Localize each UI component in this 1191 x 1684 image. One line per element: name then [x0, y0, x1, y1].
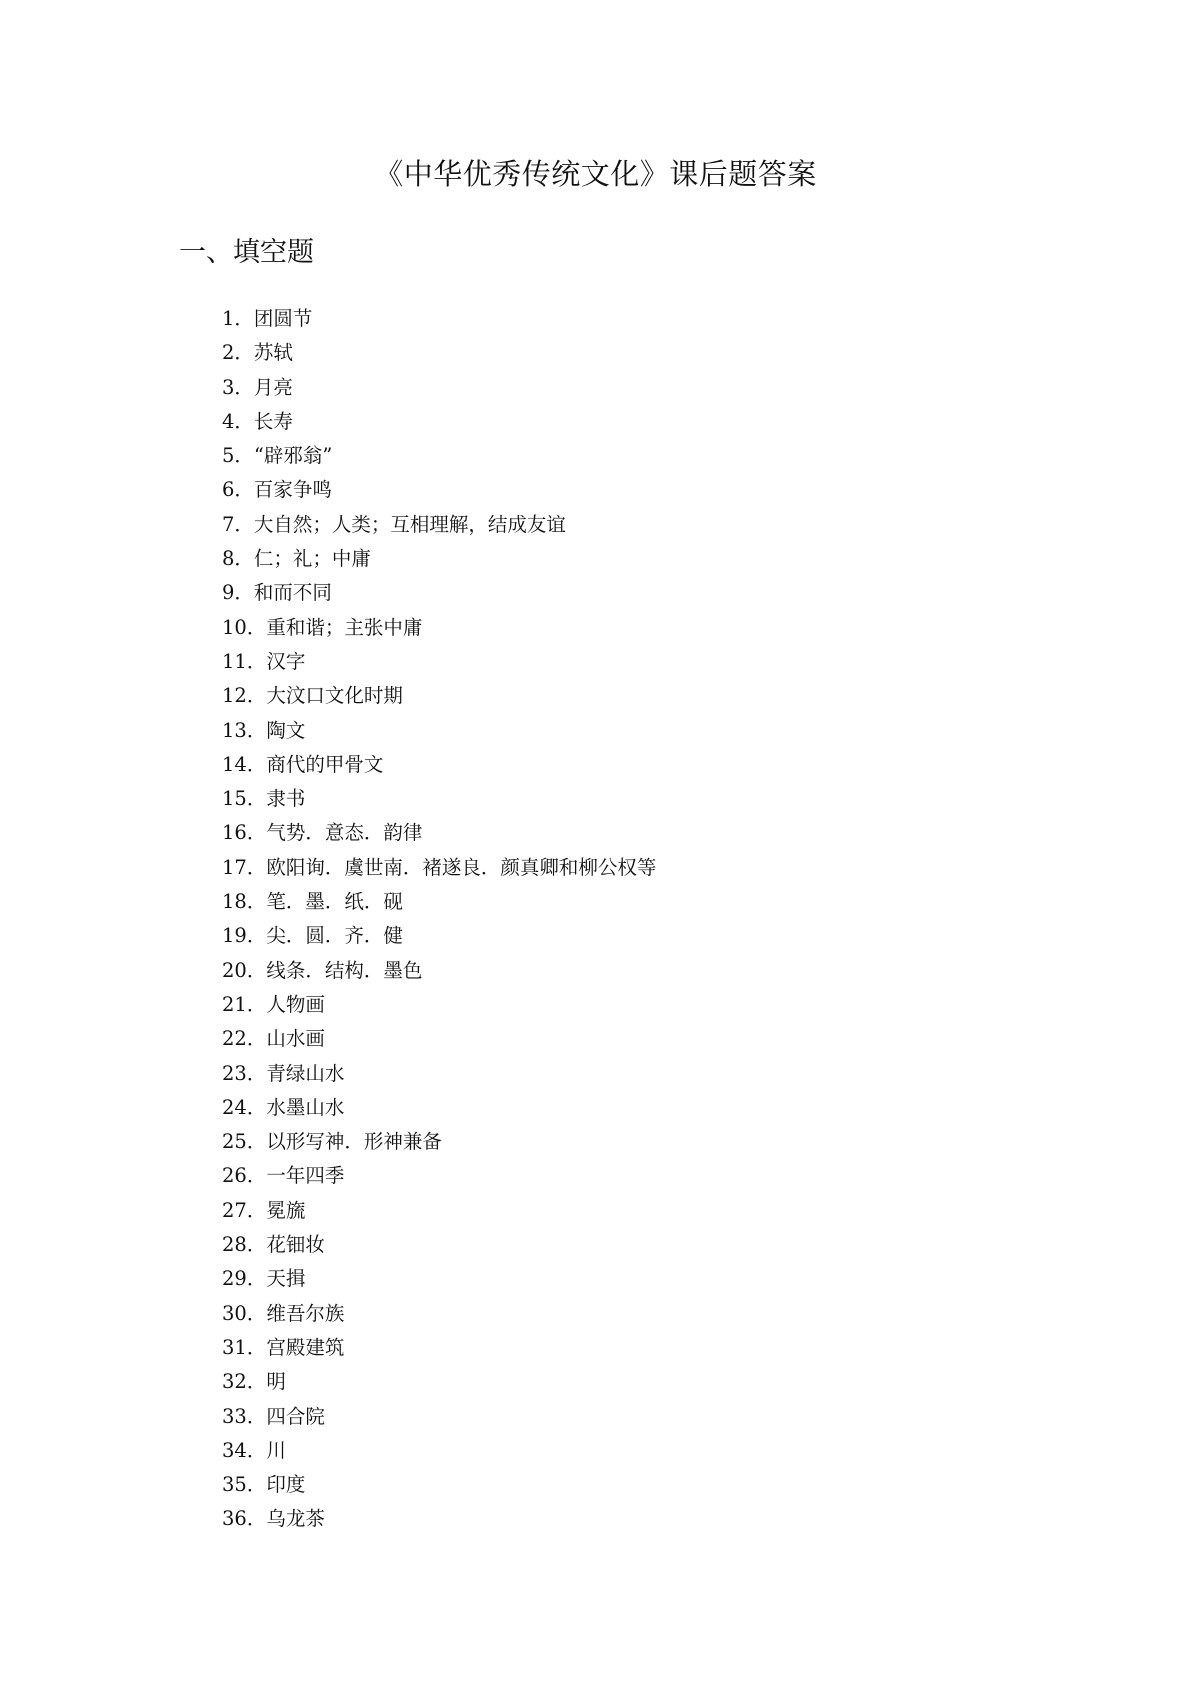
answer-text: 以形写神．形神兼备	[266, 1130, 442, 1154]
answer-text: 印度	[266, 1473, 306, 1497]
page-title: 《中华优秀传统文化》课后题答案	[374, 157, 817, 191]
list-item	[222, 1091, 656, 1125]
answer-text: 山水画	[266, 1027, 325, 1051]
answer-text: 青绿山水	[266, 1061, 345, 1085]
answer-number: 26．	[222, 1164, 267, 1188]
answer-number: 11．	[222, 649, 267, 673]
answer-text: 冕旒	[266, 1198, 306, 1222]
answer-text: 天揖	[266, 1267, 306, 1291]
answer-number: 2．	[222, 341, 254, 365]
list-item	[222, 1262, 656, 1296]
list-item	[222, 782, 656, 816]
section-heading: 一、填空题	[179, 237, 314, 268]
answer-text: 线条．结构．墨色	[266, 958, 423, 982]
list-item	[222, 542, 656, 576]
list-item	[222, 885, 656, 919]
answer-text: 人物画	[266, 992, 325, 1016]
answer-number: 36．	[222, 1507, 267, 1531]
answer-text: 气势．意态．韵律	[266, 821, 423, 845]
answer-number: 5．	[222, 444, 254, 468]
answer-text: 尖．圆．齐．健	[266, 924, 403, 948]
answer-number: 4．	[222, 409, 254, 433]
answer-text: 宫殿建筑	[266, 1335, 345, 1359]
list-item	[222, 473, 656, 507]
list-item	[222, 748, 656, 782]
answer-number: 29．	[222, 1267, 267, 1291]
list-item	[222, 405, 656, 439]
list-item	[222, 816, 656, 850]
list-item	[222, 1365, 656, 1399]
list-item	[222, 919, 656, 953]
answer-text: 百家争鸣	[253, 478, 332, 502]
answer-number: 17．	[222, 855, 267, 879]
answer-text: 苏轼	[253, 341, 293, 365]
answer-number: 28．	[222, 1233, 267, 1257]
answer-text: 长寿	[253, 409, 293, 433]
answer-text: 明	[266, 1370, 286, 1394]
list-item	[222, 679, 656, 713]
answer-text: 陶文	[266, 718, 306, 742]
answer-number: 13．	[222, 718, 267, 742]
answer-number: 14．	[222, 752, 267, 776]
answer-text: 维吾尔族	[266, 1301, 345, 1325]
answer-number: 24．	[222, 1095, 267, 1119]
answer-text: 汉字	[266, 649, 306, 673]
answer-number: 9．	[222, 581, 254, 605]
answer-text: 商代的甲骨文	[266, 752, 384, 776]
answer-text: 川	[266, 1438, 286, 1462]
answer-text: 大自然；人类；互相理解，结成友谊	[253, 512, 566, 536]
list-item	[222, 714, 656, 748]
answer-number: 27．	[222, 1198, 267, 1222]
answer-number: 18．	[222, 890, 267, 914]
answer-number: 12．	[222, 684, 267, 708]
answer-number: 15．	[222, 787, 267, 811]
answer-number: 34．	[222, 1438, 267, 1462]
answer-number: 16．	[222, 821, 267, 845]
answer-number: 10．	[222, 615, 267, 639]
answer-number: 8．	[222, 547, 254, 571]
answer-list	[222, 302, 656, 1537]
list-item	[222, 645, 656, 679]
answer-text: 隶书	[266, 787, 306, 811]
list-item	[222, 1468, 656, 1502]
answer-text: 仁；礼；中庸	[253, 547, 371, 571]
answer-text: 一年四季	[266, 1164, 345, 1188]
list-item	[222, 954, 656, 988]
answer-number: 23．	[222, 1061, 267, 1085]
list-item	[222, 576, 656, 610]
list-item	[222, 1159, 656, 1193]
answer-number: 35．	[222, 1473, 267, 1497]
list-item	[222, 1434, 656, 1468]
answer-text: 四合院	[266, 1404, 325, 1428]
list-item	[222, 371, 656, 405]
list-item	[222, 851, 656, 885]
answer-text: 团圆节	[253, 307, 313, 330]
answer-text: 大汶口文化时期	[266, 684, 403, 708]
list-item	[222, 302, 656, 336]
answer-text: “辟邪翁”	[253, 444, 333, 468]
answer-number: 7．	[222, 512, 254, 536]
list-item	[222, 1057, 656, 1091]
answer-text: 和而不同	[253, 581, 332, 605]
list-item	[222, 988, 656, 1022]
answer-text: 笔．墨．纸．砚	[266, 890, 403, 914]
answer-number: 22．	[222, 1027, 267, 1051]
list-item	[222, 1194, 656, 1228]
answer-text: 重和谐；主张中庸	[266, 615, 423, 639]
answer-number: 3．	[222, 375, 254, 399]
answer-number: 25．	[222, 1130, 267, 1154]
answer-number: 30．	[222, 1301, 267, 1325]
answer-number: 33．	[222, 1404, 267, 1428]
answer-number: 32．	[222, 1370, 267, 1394]
answer-number: 19．	[222, 924, 267, 948]
answer-number: 6．	[222, 478, 254, 502]
answer-text: 乌龙茶	[266, 1507, 325, 1531]
answer-text: 花钿妆	[266, 1233, 325, 1257]
list-item	[222, 336, 656, 370]
list-item	[222, 1022, 656, 1056]
list-item	[222, 611, 656, 645]
list-item	[222, 1400, 656, 1434]
answer-text: 月亮	[253, 375, 293, 399]
answer-number: 20．	[222, 958, 267, 982]
answer-number: 21．	[222, 992, 267, 1016]
list-item	[222, 1502, 656, 1536]
list-item	[222, 439, 656, 473]
answer-number: 31．	[222, 1335, 267, 1359]
list-item	[222, 1331, 656, 1365]
answer-text: 水墨山水	[266, 1095, 345, 1119]
list-item	[222, 1125, 656, 1159]
answer-text: 欧阳询．虞世南．褚遂良．颜真卿和柳公权等	[266, 855, 657, 879]
list-item	[222, 1297, 656, 1331]
list-item	[222, 1228, 656, 1262]
list-item	[222, 508, 656, 542]
answer-number: 1．	[222, 307, 254, 330]
